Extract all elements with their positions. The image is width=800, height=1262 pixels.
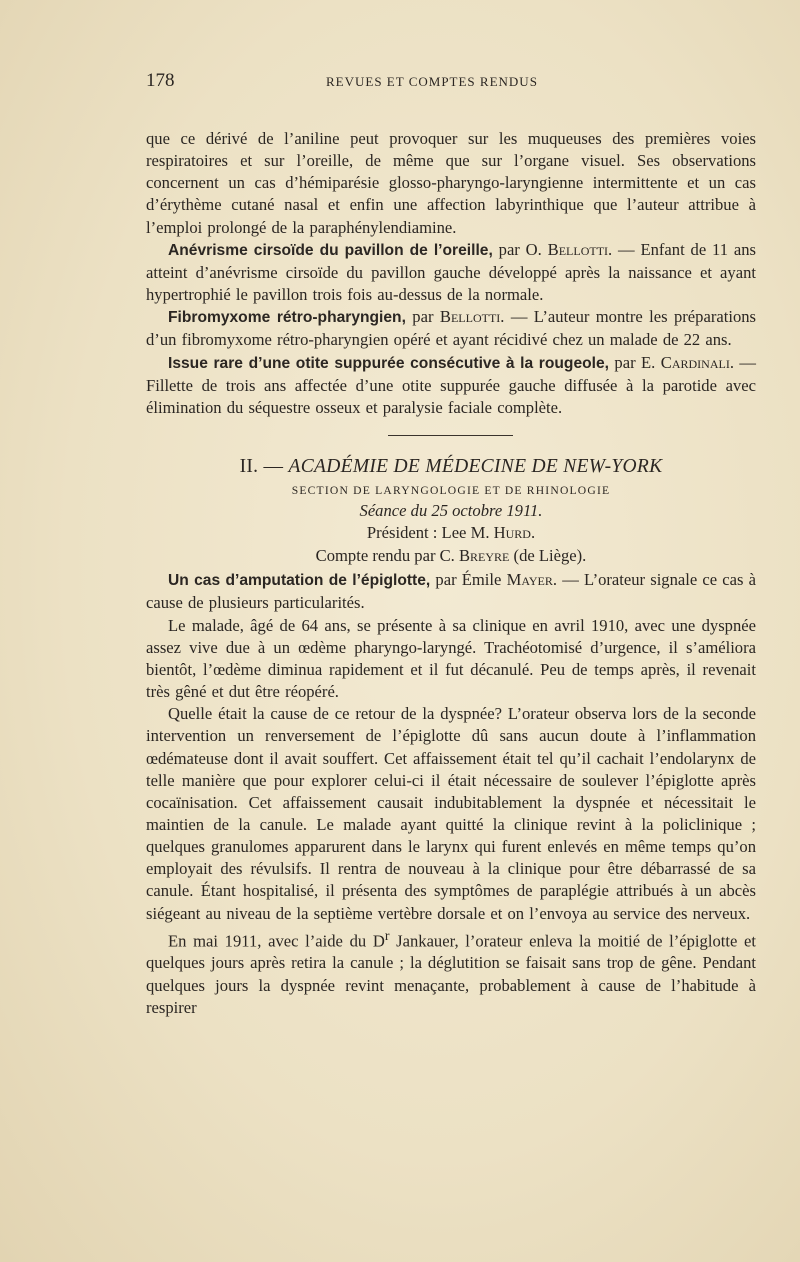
section-divider xyxy=(388,435,513,436)
article-paragraph-3: En mai 1911, avec l’aide du $D^r$ Jankauer, l’orateur enleva la moitié de l’épiglotte et quelques jours après retira la canule ; la déglutition se faisait sans trop de gêne. Pendant quelques jours la dyspnée revint menaçante, probablement à cause de l’habitude à respirer xyxy=(146,927,756,1017)
item-title: Issue rare d’une otite suppurée consécutive à la rougeole, xyxy=(168,354,609,372)
report-credit: Compte rendu par C. Breyre (de Liège). xyxy=(315,545,587,565)
page-number: 178 xyxy=(146,70,175,91)
paragraph-continued: que ce dérivé de l’aniline peut provoquer sur les muqueuses des premières voies respiratoires et sur l’oreille, de même que sur l’organe visuel. Ses observations concernent un cas d’hémiparésie glosso-pharyngo-laryngienne intermittente et un cas d’érythème cutané nasal et enfin une affection labyrinthique que l’auteur attribue à l’emploi prolongé de la paraphénylendiamine. xyxy=(146,129,756,237)
section-subtitle: SECTION DE LARYNGOLOGIE ET DE RHINOLOGIE xyxy=(291,484,611,498)
abstract-item-1: Anévrisme cirsoïde du pavillon de l’oreille, par O. Bellotti. — Enfant de 11 ans atteint d’anévrisme cirsoïde du pavillon gauche développé après la naissance et ayant hypertrophié le pavillon trois fois au-dessus de la normale. xyxy=(146,239,757,305)
section-title: II. — ACADÉMIE DE MÉDECINE DE NEW-YORK xyxy=(239,456,663,478)
article-paragraph-1: Le malade, âgé de 64 ans, se présente à sa clinique en avril 1910, avec une dyspnée assez vive due à un œdème pharyngo-laryngé. Trachéotomisé d’urgence, il s’améliora bientôt, l’œdème diminua rapidement et il fut décanulé. Peu de temps après, il revenait très gêné et dut être réopéré. xyxy=(146,615,756,702)
author-name: Bellotti xyxy=(439,307,501,327)
item-title: Anévrisme cirsoïde du pavillon de l’oreille, xyxy=(168,241,493,259)
article-paragraph-2: Quelle était la cause de ce retour de la dyspnée? L’orateur observa lors de la seconde intervention un renversement de l’épiglotte dû sans aucun doute à l’inflammation œdémateuse dont il avait souffert. Cet affaissement était tel qu’il cachait l’endolarynx de telle manière que pour explorer celui-ci il était nécessaire de soulever l’épiglotte après cocaïnisation. Cet affaissement causait indubitablement la dyspnée et nécessitait le maintien de la canule. Le malade ayant quitté la clinique revint à la policlinique ; quelques granulomes apparurent dans le larynx qui furent enlevés en même temps qu’on employait des révulsifs. Il rentra de nouveau à la clinique pour être débarrassé de sa canule. Étant hospitalisé, il présenta des symptômes de paraplégie attribués à un abcès siégeant au niveau de la septième vertèbre dorsale et on l’envoya au service des nerveux. xyxy=(146,704,756,923)
abstract-item-2: Fibromyxome rétro-pharyngien, par Bellotti. — L’auteur montre les préparations d’un fibromyxome rétro-pharyngien opéré et ayant récidivé chez un malade de 22 ans. xyxy=(146,307,756,350)
session-date: Séance du 25 octobre 1911. xyxy=(359,501,543,521)
page-header xyxy=(146,70,756,100)
article-title: Un cas d’amputation de l’épiglotte, xyxy=(168,572,431,590)
president-line: Président : Lee M. Hurd. xyxy=(366,523,536,543)
abstract-item-3: Issue rare d’une otite suppurée consécutive à la rougeole, par E. Cardinali. — Fillette de trois ans affectée d’une otite suppurée gauche diffusée à la parotide avec élimination du séquestre osseux et paralysie faciale complète. xyxy=(146,352,757,417)
item-title: Fibromyxome rétro-pharyngien, xyxy=(168,309,406,327)
article-intro: Un cas d’amputation de l’épiglotte, par Émile Mayer. — L’orateur signale ce cas à cause de plusieurs particularités. xyxy=(146,570,757,613)
page xyxy=(146,70,756,1019)
running-head: REVUES ET COMPTES RENDUS xyxy=(326,74,538,89)
author-name: Bellotti xyxy=(547,239,609,259)
author-name: Cardinali xyxy=(660,352,730,372)
author-name: Mayer xyxy=(506,570,553,590)
